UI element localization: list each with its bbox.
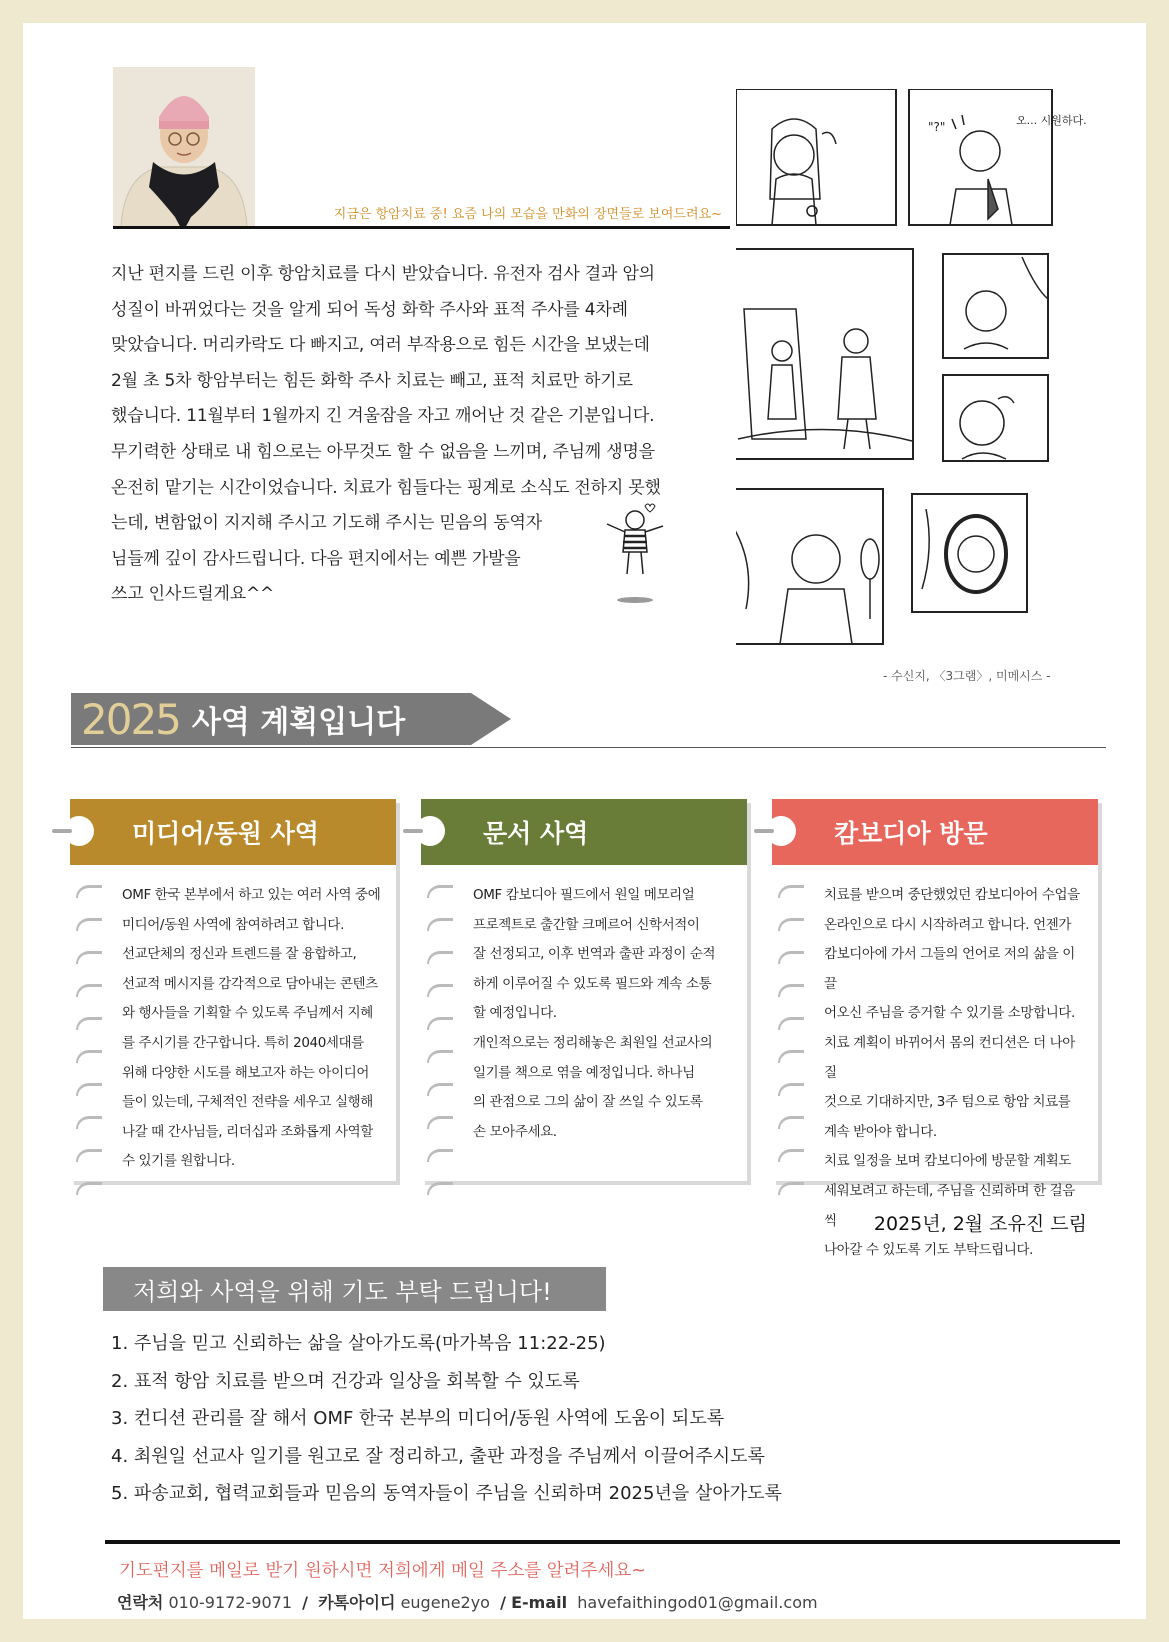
card-header [421, 799, 747, 865]
section-divider [71, 747, 1106, 748]
section-title: 사역 계획입니다 [191, 705, 406, 740]
card-body: OMF 캄보디아 필드에서 원일 메모리얼 프로젝트로 출간할 크메르어 신학서적이 잘 선정되고, 이후 번역과 출판 과정이 순적 하게 이루어질 수 있도록 필드와 계속 소통 할 예정입니다. 개인적으로는 정리해놓은 최원일 선교사의 일기를 책으로 엮을 예정입니다. 하나님 의 관점으로 그의 삶이 잘 쓰일 수 있도록 손 모아주세요. [473, 887, 716, 1140]
comic-illustration [736, 89, 1106, 661]
phone-number: 010-9172-9071 [168, 1593, 292, 1612]
prayer-item: 2. 표적 항암 치료를 받으며 건강과 일상을 회복할 수 있도록 [111, 1370, 580, 1392]
card-title: 문서 사역 [483, 819, 589, 848]
footer-contact [117, 1590, 818, 1613]
card-header [772, 799, 1098, 865]
letter-page [23, 23, 1146, 1619]
comic-credit: - 수신지, 〈3그램〉, 미메시스 - [883, 669, 1051, 683]
card-title: 미디어/동원 사역 [132, 819, 319, 848]
prayer-list [111, 1325, 782, 1513]
intro-text: 지난 편지를 드린 이후 항암치료를 다시 받았습니다. 유전자 검사 결과 암의 성질이 바뀌었다는 것을 알게 되어 독성 화학 주사와 표적 주사를 4차례 맞았습니다. 머리카락도 다 빠지고, 여러 부작용으로 힘든 시간을 보냈는데 2월 초 5차 항암부터는 힘든 화학 주사 치료는 빼고, 표적 치료만 하기로 했습니다. 11월부터 1월까지 긴 겨울잠을 자고 깨어난 것 같은 기분입니다. 무기력한 상태로 내 힘으로는 아무것도 할 수 없음을 느끼며, 주님께 생명을 온전히 맡기는 시간이었습니다. 치료가 힘들다는 핑계로 소식도 전하지 못했 는데, 변함없이 지지해 주시고 기도해 주시는 믿음의 동역자 님들께 깊이 감사드립니다. 다음 편지에서는 예쁜 가발을 쓰고 인사드릴게요^^ [111, 264, 661, 605]
binder-rings-decoration [76, 885, 106, 1215]
section-banner [71, 693, 511, 745]
separator: / [500, 1593, 506, 1612]
prayer-banner [103, 1267, 606, 1311]
card-document [421, 799, 747, 1181]
prayer-item: 4. 최원일 선교사 일기를 원고로 잘 정리하고, 출판 과정을 주님께서 이끌어주시도록 [111, 1445, 765, 1467]
binder-rings-decoration [778, 885, 808, 1215]
section-year: 2025 [81, 694, 180, 744]
prayer-item: 1. 주님을 믿고 신뢰하는 삶을 살아가도록(마가복음 11:22-25) [111, 1333, 606, 1354]
footer-divider [105, 1540, 1120, 1544]
jumping-figure-illustration [601, 500, 671, 610]
card-body: 치료를 받으며 중단했었던 캄보디아어 수업을 온라인으로 다시 시작하려고 합니다. 언젠가 캄보디아에 가서 그들의 언어로 저의 삶을 이끌 어오신 주님을 증거할 수 있기를 소망합니다. 치료 계획이 바뀌어서 몸의 컨디션은 더 나아질 것으로 기대하지만, 3주 텀으로 항암 치료를 계속 받아야 합니다. 치료 일정을 보며 캄보디아에 방문할 계획도 세워보려고 하는데, 주님을 신뢰하며 한 걸음씩 나아갈 수 있도록 기도 부탁드립니다. [824, 887, 1080, 1259]
comic-bubble-sigh: 오... 시원하다. [1016, 114, 1087, 127]
signature: 2025년, 2월 조유진 드림 [873, 1213, 1087, 1235]
footer-note: 기도편지를 메일로 받기 원하시면 저희에게 메일 주소를 알려주세요~ [119, 1561, 646, 1581]
binder-rings-decoration [427, 885, 457, 1215]
card-body: OMF 한국 본부에서 하고 있는 여러 사역 중에 미디어/동원 사역에 참여하려고 합니다. 선교단체의 정신과 트렌드를 잘 융합하고, 선교적 메시지를 감각적으로 담아내는 콘텐츠 와 행사들을 기획할 수 있도록 주님께서 지혜 를 주시기를 간구합니다. 특히 2040세대를 위해 다양한 시도를 해보고자 하는 아이디어 들이 있는데, 구체적인 전략을 세우고 실행해 나갈 때 간사님들, 리더십과 조화롭게 사역할 수 있기를 원합니다. [122, 887, 381, 1170]
prayer-item: 3. 컨디션 관리를 잘 해서 OMF 한국 본부의 미디어/동원 사역에 도움이 되도록 [111, 1408, 725, 1429]
kakao-id: eugene2yo [400, 1593, 490, 1612]
card-header [70, 799, 396, 865]
card-media [70, 799, 396, 1181]
card-title: 캄보디아 방문 [834, 819, 988, 848]
email-link[interactable]: havefaithingod01@gmail.com [577, 1593, 818, 1612]
comic-bubble-question: "?" [928, 120, 946, 134]
prayer-item: 5. 파송교회, 협력교회들과 믿음의 동역자들이 주님을 신뢰하며 2025년을 살아가도록 [111, 1483, 782, 1504]
email-label: E-mail [511, 1593, 568, 1612]
prayer-title: 저희와 사역을 위해 기도 부탁 드립니다! [133, 1277, 552, 1306]
photo-caption: 지금은 항암치료 중! 요즘 나의 모습을 만화의 장면들로 보여드려요~ [113, 199, 730, 229]
separator: / [302, 1593, 309, 1612]
comic-panels [736, 89, 1106, 661]
phone-label: 연락처 [117, 1593, 164, 1612]
kakao-label: 카톡아이디 [318, 1593, 396, 1612]
